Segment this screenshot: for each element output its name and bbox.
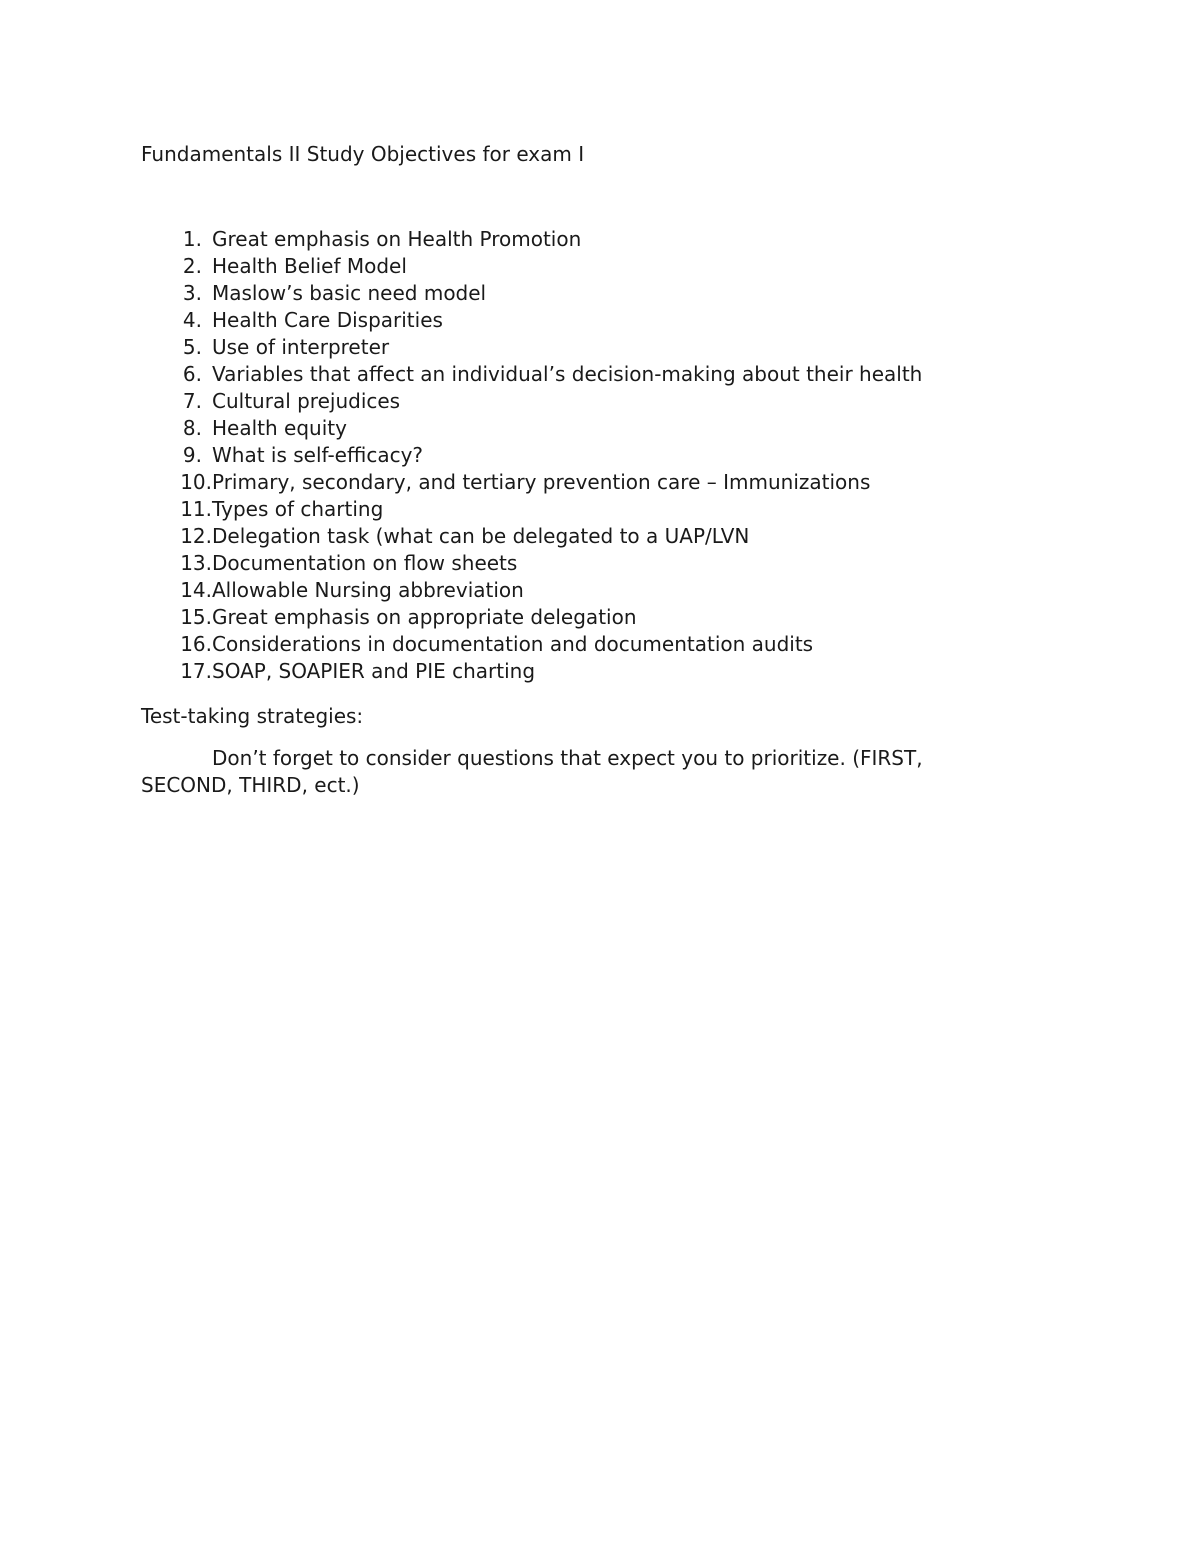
- item-number: 3.: [182, 281, 202, 305]
- item-number: 6.: [182, 362, 202, 386]
- list-item: [141, 496, 922, 523]
- item-text: Health Care Disparities: [212, 308, 443, 332]
- list-item: [141, 280, 922, 307]
- list-item: [141, 523, 922, 550]
- item-text: Health equity: [212, 416, 347, 440]
- item-text: Use of interpreter: [212, 335, 390, 359]
- item-number: 17.: [180, 659, 212, 683]
- item-text: SOAP, SOAPIER and PIE charting: [212, 659, 536, 683]
- item-text: Health Belief Model: [212, 254, 407, 278]
- list-item: [141, 469, 922, 496]
- item-text: Delegation task (what can be delegated to a UAP/LVN: [212, 524, 750, 548]
- item-number: 14.: [180, 578, 212, 602]
- document-title: Fundamentals II Study Objectives for exam I: [141, 142, 585, 166]
- item-text: Great emphasis on appropriate delegation: [212, 605, 637, 629]
- item-number: 10.: [180, 470, 212, 494]
- list-item: [141, 442, 922, 469]
- list-item: [141, 550, 922, 577]
- list-item: [141, 604, 922, 631]
- item-text: Types of charting: [212, 497, 384, 521]
- item-number: 2.: [182, 254, 202, 278]
- item-text: What is self-efficacy?: [212, 443, 424, 467]
- strategies-paragraph: Don’t forget to consider questions that expect you to prioritize. (FIRST, SECOND, THIRD, ect.): [141, 746, 923, 797]
- item-number: 1.: [182, 227, 202, 251]
- item-text: Considerations in documentation and documentation audits: [212, 632, 814, 656]
- item-text: Allowable Nursing abbreviation: [212, 578, 524, 602]
- list-item: [141, 361, 922, 388]
- list-item: [141, 577, 922, 604]
- item-number: 16.: [180, 632, 212, 656]
- item-text: Variables that affect an individual’s decision-making about their health: [212, 362, 923, 386]
- item-number: 9.: [182, 443, 202, 467]
- item-number: 11.: [180, 497, 212, 521]
- list-item: [141, 226, 922, 253]
- strategies-heading: Test-taking strategies:: [141, 704, 364, 728]
- item-number: 12.: [180, 524, 212, 548]
- item-number: 13.: [180, 551, 212, 575]
- list-item: [141, 388, 922, 415]
- list-item: [141, 307, 922, 334]
- item-text: Great emphasis on Health Promotion: [212, 227, 582, 251]
- item-text: Cultural prejudices: [212, 389, 401, 413]
- list-item: [141, 415, 922, 442]
- list-item: [141, 658, 922, 685]
- item-text: Maslow’s basic need model: [212, 281, 487, 305]
- item-number: 5.: [182, 335, 202, 359]
- list-item: [141, 334, 922, 361]
- item-text: Primary, secondary, and tertiary prevention care – Immunizations: [212, 470, 871, 494]
- list-item: [141, 631, 922, 658]
- objectives-list: [141, 226, 922, 685]
- item-number: 4.: [182, 308, 202, 332]
- item-number: 8.: [182, 416, 202, 440]
- item-text: Documentation on flow sheets: [212, 551, 518, 575]
- list-item: [141, 253, 922, 280]
- item-number: 15.: [180, 605, 212, 629]
- item-number: 7.: [182, 389, 202, 413]
